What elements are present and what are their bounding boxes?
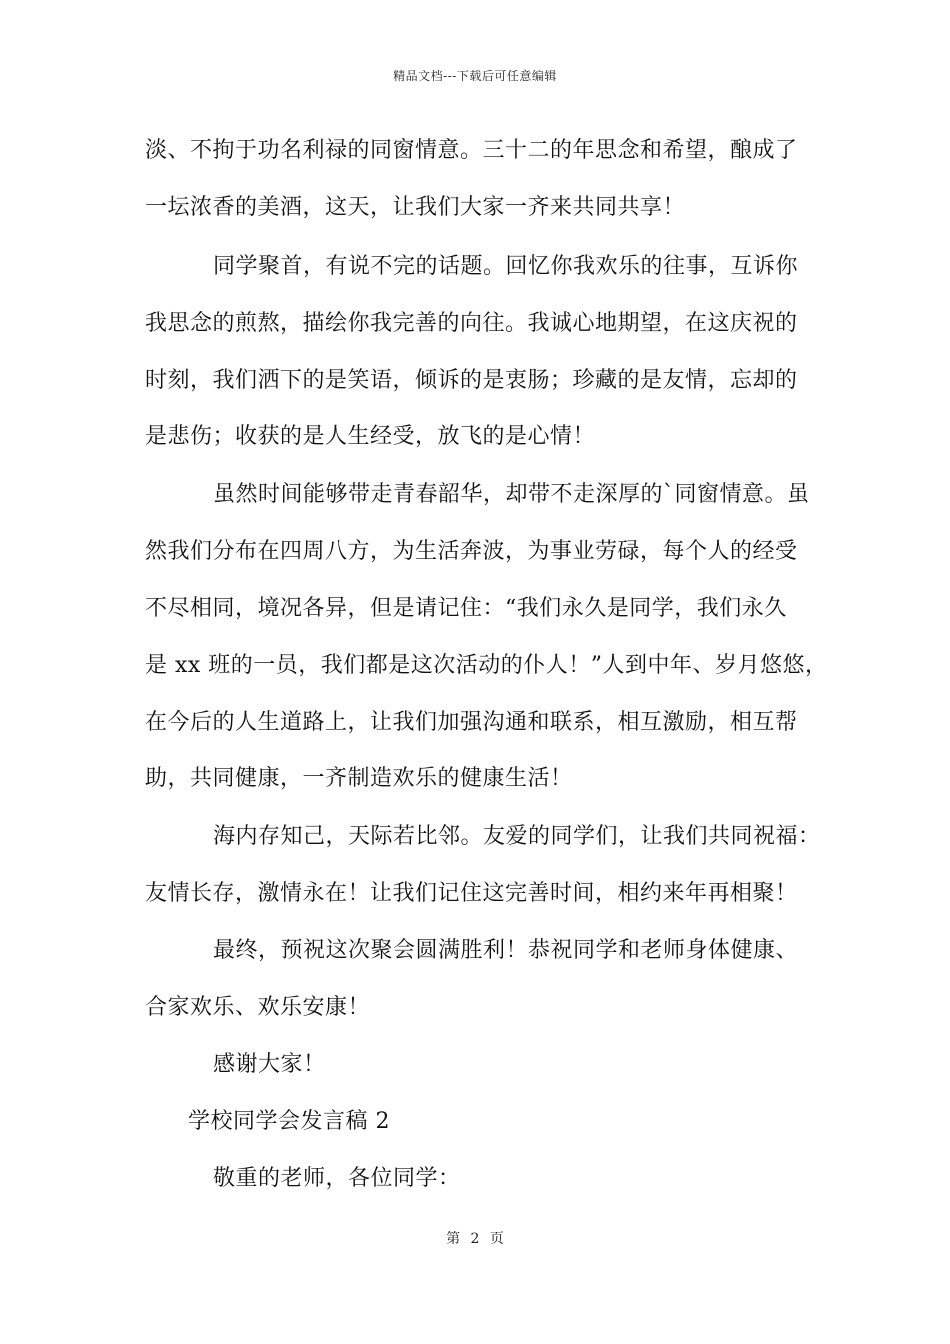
page-number-suffix: 页: [489, 1231, 504, 1247]
paragraph-line: 合家欢乐、欢乐安康！: [145, 995, 371, 1020]
paragraph-line: 友情长存，激情永在！让我们记住这完善时间，相约来年再相聚！: [145, 881, 798, 906]
page-number: 2: [470, 1231, 480, 1247]
paragraph-line: 我思念的煎熬，描绘你我完善的向往。我诚心地期望，在这庆祝的: [145, 311, 798, 336]
paragraph-line: 助，共同健康，一齐制造欢乐的健康生活！: [145, 766, 573, 791]
paragraph-line: 在今后的人生道路上，让我们加强沟通和联系，相互激励，相互帮: [145, 710, 798, 735]
page-footer: [0, 1228, 950, 1248]
paragraph-line: 最终，预祝这次聚会圆满胜利！恭祝同学和老师身体健康、: [213, 938, 799, 963]
salutation-line: 敬重的老师，各位同学：: [213, 1166, 461, 1191]
paragraph-line: 一坛浓香的美酒，这天，让我们大家一齐来共同共享！: [145, 195, 686, 220]
paragraph-line: 同学聚首，有说不完的话题。回忆你我欢乐的往事，互诉你: [213, 254, 799, 279]
page-header: 精品文档---下载后可任意编辑: [393, 69, 557, 83]
closing-line: 感谢大家！: [213, 1052, 326, 1077]
paragraph-line: 虽然时间能够带走青春韶华，却带不走深厚的`同窗情意。虽: [213, 482, 810, 507]
paragraph-line: 淡、不拘于功名利禄的同窗情意。三十二的年思念和希望，酿成了: [145, 138, 798, 163]
section-title: 学校同学会发言稿 2: [188, 1109, 390, 1134]
paragraph-line: 不尽相同，境况各异，但是请记住：“我们永久是同学，我们永久: [145, 596, 787, 621]
paragraph-line: 海内存知己，天际若比邻。友爱的同学们，让我们共同祝福：: [213, 824, 821, 849]
paragraph-line: 是悲伤；收获的是人生经受，放飞的是心情！: [145, 424, 596, 449]
page-number-prefix: 第: [446, 1231, 461, 1247]
paragraph-line: 是 xx 班的一员，我们都是这次活动的仆人！”人到中年、岁月悠悠，: [145, 653, 828, 678]
paragraph-line: 时刻，我们洒下的是笑语，倾诉的是衷肠；珍藏的是友情，忘却的: [145, 368, 798, 393]
paragraph-line: 然我们分布在四周八方，为生活奔波，为事业劳碌，每个人的经受: [145, 539, 798, 564]
